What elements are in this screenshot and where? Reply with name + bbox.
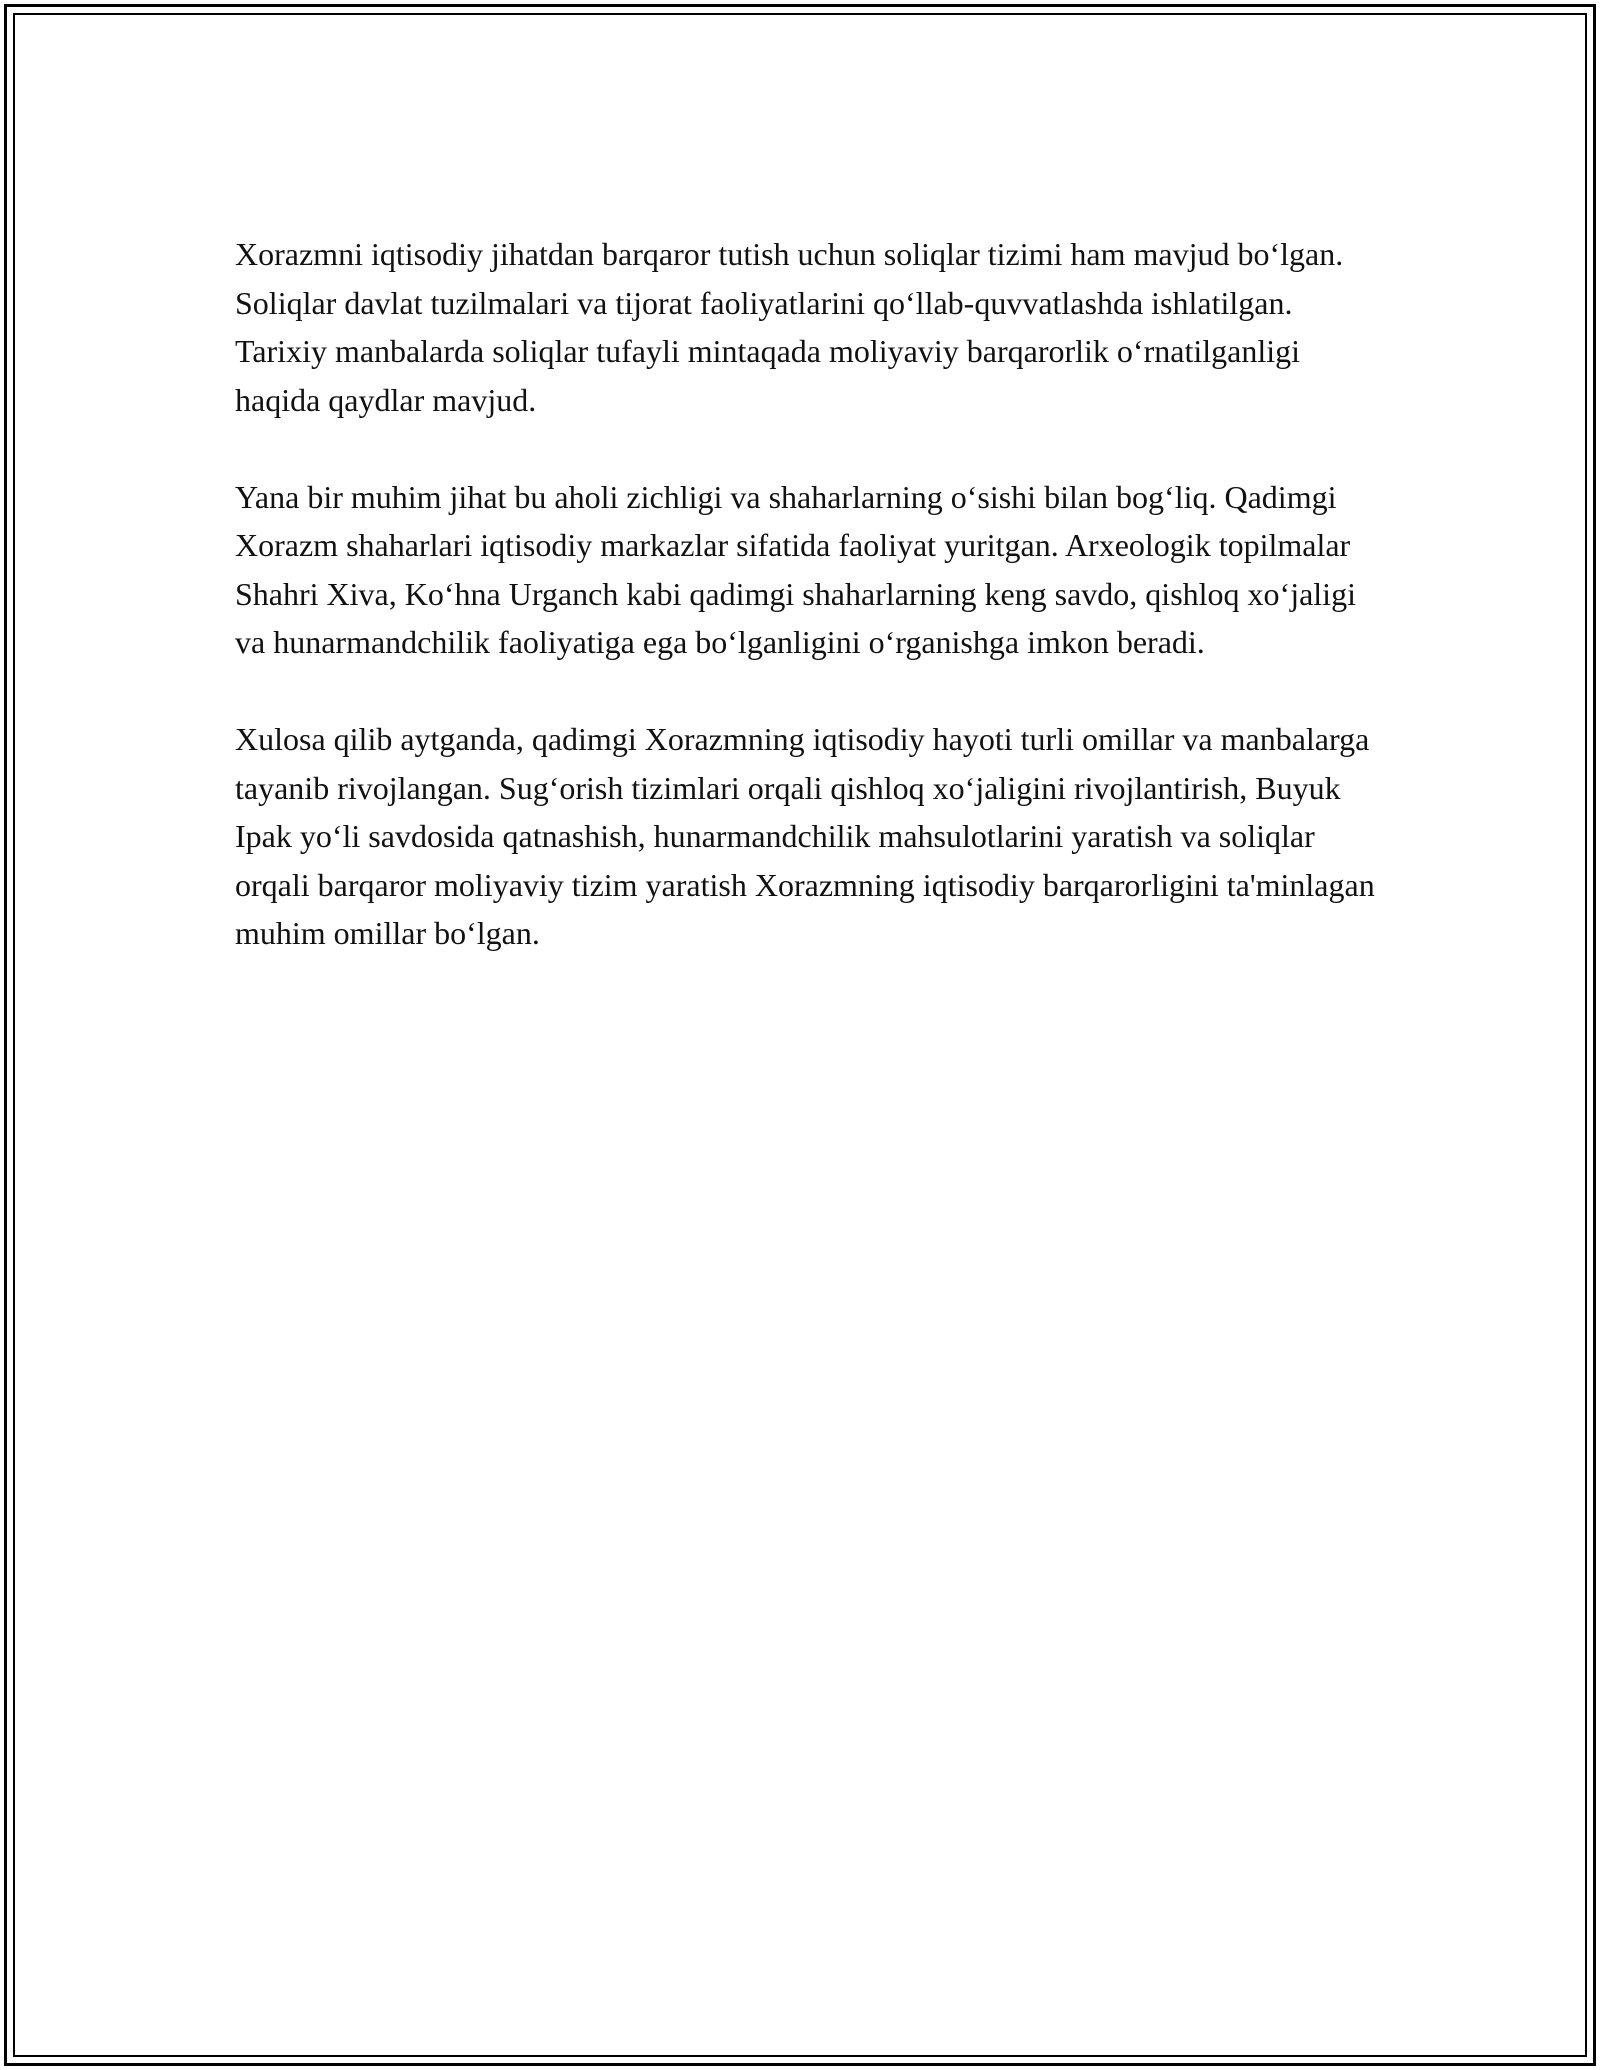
paragraph-cities: Yana bir muhim jihat bu aholi zichligi va shaharlarning o‘sishi bilan bog‘liq. Qadimgi Xorazm shaharlari iqtisodiy markazlar sifatida faoliyat yuritgan. Arxeologik topilmalar Shahri Xiva, Ko‘hna Urganch kabi qadimgi shaharlarning keng savdo, qishloq xo‘jaligi va hunarmandchilik faoliyatiga ega bo‘lganligini o‘rganishga imkon beradi. xyxy=(235,478,1356,660)
paragraph-taxes: Xorazmni iqtisodiy jihatdan barqaror tutish uchun soliqlar tizimi ham mavjud bo‘lgan. Soliqlar davlat tuzilmalari va tijorat faoliyatlarini qo‘llab-quvvatlashda ishlatilgan. Tarixiy manbalarda soliqlar tufayli mintaqada moliyaviy barqarorlik o‘rnatilganligi haqida qaydlar mavjud. xyxy=(235,236,1344,418)
document-body xyxy=(235,230,1380,1006)
paragraph-conclusion: Xulosa qilib aytganda, qadimgi Xorazmning iqtisodiy hayoti turli omillar va manbalarga tayanib rivojlangan. Sug‘orish tizimlari orqali qishloq xo‘jaligini rivojlantirish, Buyuk Ipak yo‘li savdosida qatnashish, hunarmandchilik mahsulotlarini yaratish va soliqlar orqali barqaror moliyaviy tizim yaratish Xorazmning iqtisodiy barqarorligini ta'minlagan muhim omillar bo‘lgan. xyxy=(235,721,1375,951)
